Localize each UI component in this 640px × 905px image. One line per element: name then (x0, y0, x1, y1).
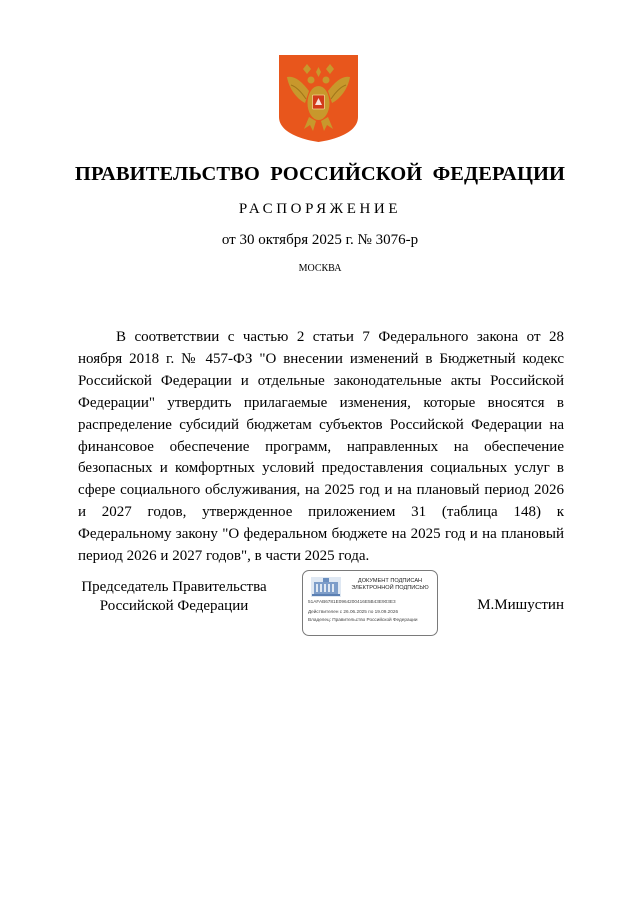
stamp-header-line1: ДОКУМЕНТ ПОДПИСАН (357, 578, 423, 584)
document-type: РАСПОРЯЖЕНИЕ (238, 201, 402, 217)
government-title: ПРАВИТЕЛЬСТВО РОССИЙСКОЙ ФЕДЕРАЦИИ (74, 163, 566, 185)
coat-of-arms-emblem (277, 55, 360, 142)
russian-coat-of-arms-icon (277, 55, 360, 142)
stamp-validity: Действителен с 26.06.2025 по 19.09.2026 (308, 609, 399, 614)
signatory-position-line2: Российской Федерации (99, 598, 249, 614)
signatory-name: М.Мишустин (477, 597, 564, 613)
stamp-certificate-serial: 51AFAB6781E0964200416E5B43E903E3 (308, 599, 396, 604)
signatory-position (74, 578, 274, 616)
decree-body-paragraph: В соответствии с частью 2 статьи 7 Федерального закона от 28 ноября 2018 г. № 457-ФЗ "О внесении изменений в Бюджетный кодекс Российской Федерации и отдельные законодательные акты Российской Федерации" утвердить прилагаемые изменения, которые вносятся в распределение субсидий бюджетам субъектов Российской Федерации на финансовое обеспечение программ, направленных на обеспечение безопасных и комфортных условий предоставления социальных услуг в сфере социального обслуживания, на 2025 год и на плановый период 2026 и 2027 годов, утвержденное приложением 31 (таблица 148) к Федеральному закону "О федеральном бюджете на 2025 год и на плановый период 2026 и 2027 годов", в части 2025 года. (78, 329, 564, 565)
stamp-header-line2: ЭЛЕКТРОННОЙ ПОДПИСЬЮ (351, 585, 429, 591)
document-date-number: от 30 октября 2025 г. № 3076-р (221, 232, 419, 248)
document-city: МОСКВА (298, 263, 342, 274)
stamp-header (345, 578, 435, 592)
government-building-icon (311, 577, 341, 597)
stamp-owner: Владелец: Правительство Российской Федерации (308, 617, 418, 622)
electronic-signature-stamp (302, 570, 438, 636)
signatory-position-line1: Председатель Правительства (81, 579, 267, 595)
